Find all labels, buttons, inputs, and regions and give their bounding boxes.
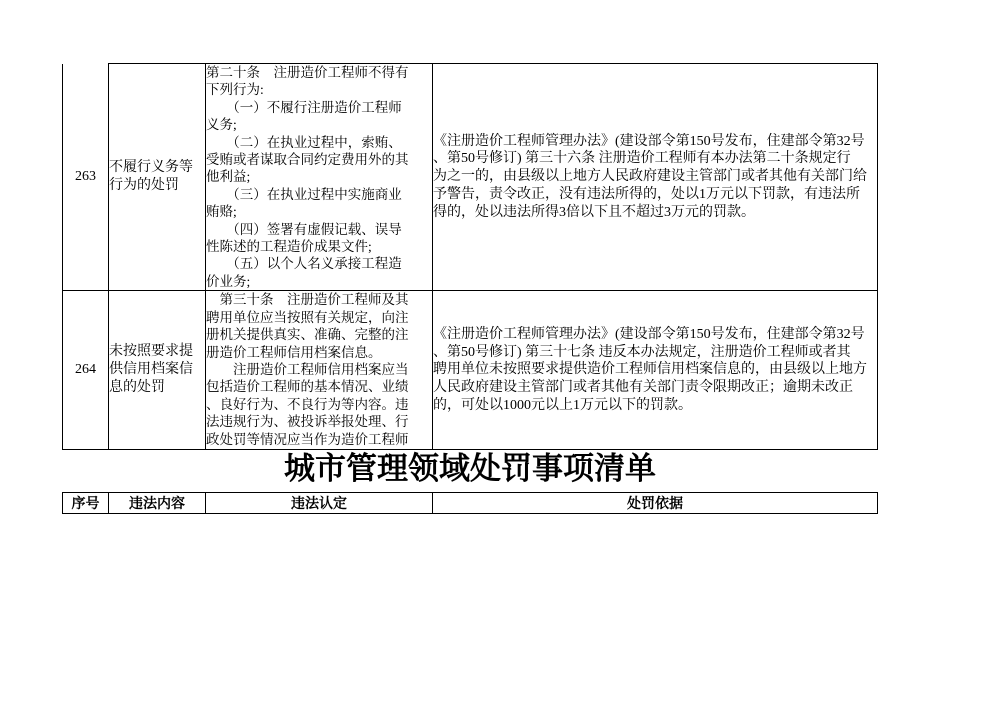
header-penalty-basis: 处罚依据 — [433, 493, 878, 514]
violation-content-cell-263: 不履行义务等 行为的处罚 — [109, 64, 206, 291]
section-title: 城市管理领域处罚事项清单 — [284, 451, 656, 486]
violation-content-cell-264: 未按照要求提 供信用档案信 息的处罚 — [109, 291, 206, 450]
penalty-items-table — [62, 63, 878, 450]
violation-determination-cell-263: 第二十条 注册造价工程师不得有 下列行为: （一）不履行注册造价工程师 义务; （二）在执业过程中，索贿、 受贿或者谋取合同约定费用外的其 他利益; （三）在执业过程中实施商业 贿赂; （四）签署有虚假记载、误导 性陈述的工程造价成果文件; （五）以个人名义承接工程造 价业务; — [206, 64, 433, 291]
seq-cell-263: 263 — [63, 64, 109, 291]
table-row-263 — [63, 64, 878, 291]
header-violation-content: 违法内容 — [109, 493, 206, 514]
header-seq: 序号 — [63, 493, 109, 514]
table-row-264 — [63, 291, 878, 450]
header-violation-determination: 违法认定 — [206, 493, 433, 514]
next-table-header — [62, 492, 878, 514]
violation-determination-cell-264: 第三十条 注册造价工程师及其 聘用单位应当按照有关规定，向注 册机关提供真实、准确、完整的注 册造价工程师信用档案信息。 注册造价工程师信用档案应当 包括造价工程师的基本情况、业绩 、良好行为、不良行为等内容。违 法违规行为、被投诉举报处理、行 政处罚等情况应当作为造价工程师 — [206, 291, 433, 450]
penalty-basis-cell-263: 《注册造价工程师管理办法》(建设部令第150号发布，住建部令第32号 、第50号修订) 第三十六条 注册造价工程师有本办法第二十条规定行 为之一的，由县级以上地方人民政府建设主管部门或者其他有关部门给 予警告，责令改正，没有违法所得的，处以1万元以下罚款，有违法所 得的，处以违法所得3倍以下且不超过3万元的罚款。 — [433, 64, 878, 291]
penalty-basis-cell-264: 《注册造价工程师管理办法》(建设部令第150号发布，住建部令第32号 、第50号修订) 第三十七条 违反本办法规定，注册造价工程师或者其 聘用单位未按照要求提供造价工程师信用档案信息的，由县级以上地方 人民政府建设主管部门或者其他有关部门责令限期改正；逾期未改正 的，可处以1000元以上1万元以下的罚款。 — [433, 291, 878, 450]
seq-cell-264: 264 — [63, 291, 109, 450]
header-row — [63, 493, 878, 514]
